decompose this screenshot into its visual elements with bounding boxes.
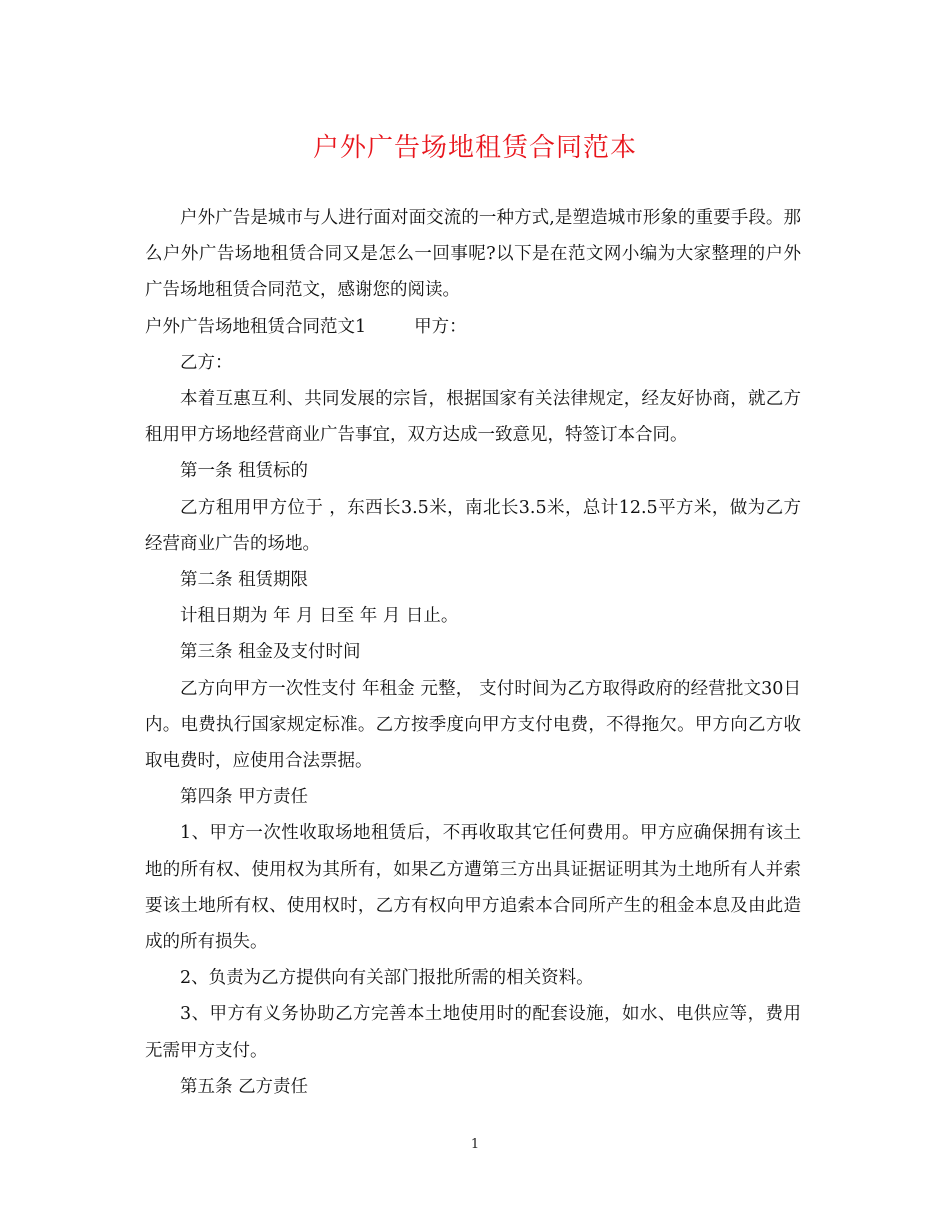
party-b-label: 乙方： xyxy=(180,352,233,373)
page-number: 1 xyxy=(470,1137,480,1152)
article-4-item-1: 1、甲方一次性收取场地租赁后，不再收取其它任何费用。甲方应确保拥有该土地的所有权、使用权为其所有，如果乙方遭第三方出具证据证明其为土地所有人并索要该土地所有权、使用权时，乙方有权向甲方追索本合同所产生的租金本息及由此造成的所有损失。 xyxy=(145,823,801,953)
article-1-text: 乙方租用甲方位于 ，东西长3.5米，南北长3.5米，总计12.5平方米，做为乙方经营商业广告的场地。 xyxy=(145,497,801,554)
article-4-item-3: 3、甲方有义务协助乙方完善本土地使用时的配套设施，如水、电供应等，费用无需甲方支付。 xyxy=(145,1004,801,1061)
intro-paragraph: 户外广告是城市与人进行面对面交流的一种方式,是塑造城市形象的重要手段。那么户外广告场地租赁合同又是怎么一回事呢?以下是在范文网小编为大家整理的户外广告场地租赁合同范文，感谢您的阅读。 xyxy=(145,208,801,301)
document-body xyxy=(145,200,801,1105)
article-5-heading: 第五条 乙方责任 xyxy=(180,1076,309,1097)
article-3-text: 乙方向甲方一次性支付 年租金 元整， 支付时间为乙方取得政府的经营批文30日内。电费执行国家规定标准。乙方按季度向甲方支付电费，不得拖欠。甲方向乙方收取电费时，应使用合法票据。 xyxy=(145,678,801,772)
article-2-heading: 第二条 租赁期限 xyxy=(180,570,309,591)
article-1-heading: 第一条 租赁标的 xyxy=(180,461,309,482)
article-4-item-2: 2、负责为乙方提供向有关部门报批所需的相关资料。 xyxy=(180,968,594,989)
article-2-text: 计租日期为 年 月 日至 年 月 日止。 xyxy=(180,606,459,627)
contract-name: 户外广告场地租赁合同范文1 xyxy=(145,316,367,337)
party-a-label: 甲方： xyxy=(414,316,467,337)
article-3-heading: 第三条 租金及支付时间 xyxy=(180,642,361,663)
article-4-heading: 第四条 甲方责任 xyxy=(180,787,309,808)
contract-heading-line xyxy=(145,309,801,345)
preamble-paragraph: 本着互惠互利、共同发展的宗旨，根据国家有关法律规定，经友好协商，就乙方租用甲方场地经营商业广告事宜，双方达成一致意见，特签订本合同。 xyxy=(145,389,801,446)
document-title: 户外广告场地租赁合同范本 xyxy=(312,133,637,163)
